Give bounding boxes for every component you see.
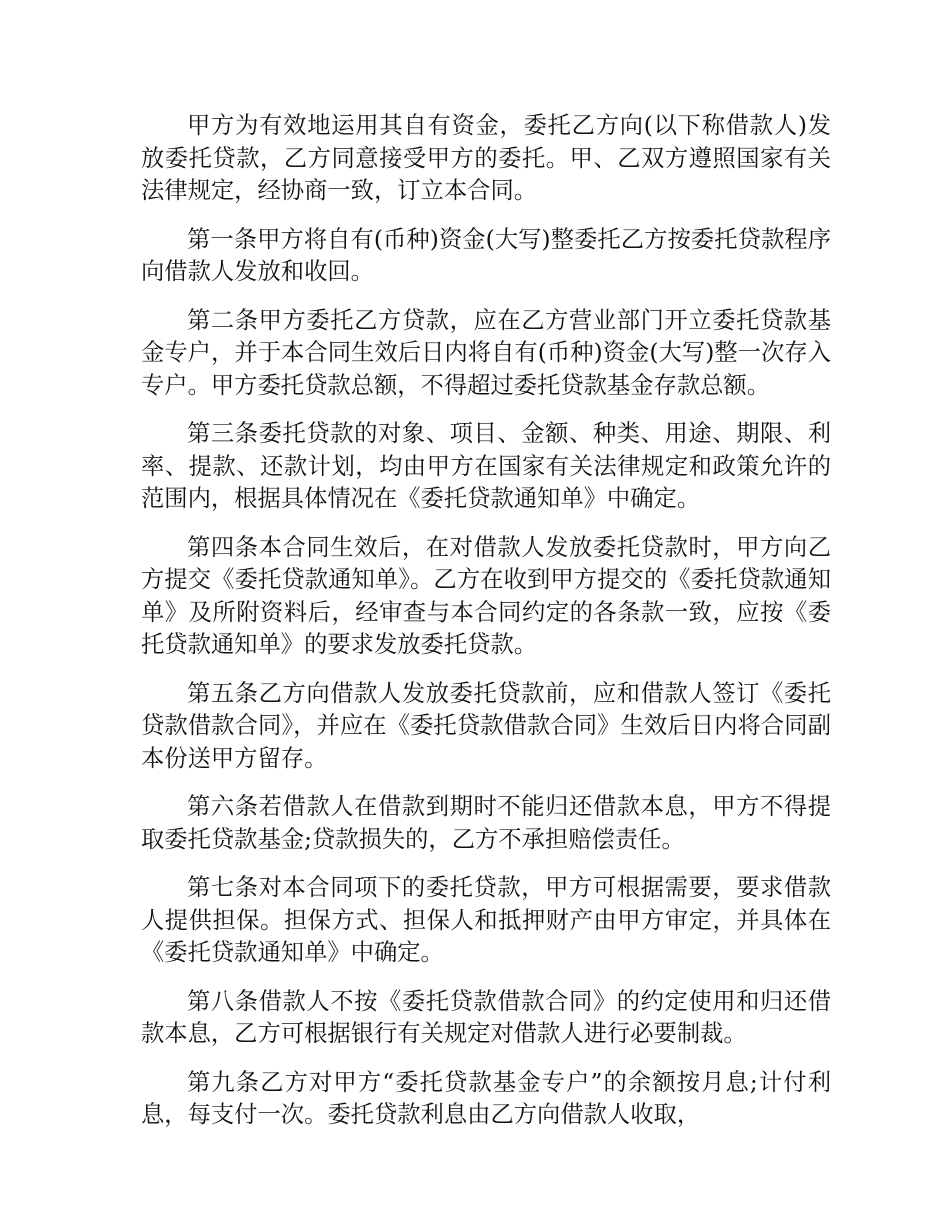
document-body	[141, 110, 831, 1148]
paragraph-article-8: 第八条借款人不按《委托贷款借款合同》的约定使用和归还借款本息，乙方可根据银行有关规定对借款人进行必要制裁。	[141, 987, 831, 1047]
paragraph-article-7: 第七条对本合同项下的委托贷款，甲方可根据需要，要求借款人提供担保。担保方式、担保人和抵押财产由甲方审定，并具体在《委托贷款通知单》中确定。	[141, 874, 831, 966]
paragraph-preamble: 甲方为有效地运用其自有资金，委托乙方向(以下称借款人)发放委托贷款，乙方同意接受甲方的委托。甲、乙双方遵照国家有关法律规定，经协商一致，订立本合同。	[141, 112, 831, 204]
paragraph-article-4: 第四条本合同生效后，在对借款人发放委托贷款时，甲方向乙方提交《委托贷款通知单》。乙方在收到甲方提交的《委托贷款通知单》及所附资料后，经审查与本合同约定的各条款一致，应按《委托贷款通知单》的要求发放委托贷款。	[141, 533, 831, 658]
paragraph-article-2: 第二条甲方委托乙方贷款，应在乙方营业部门开立委托贷款基金专户，并于本合同生效后日内将自有(币种)资金(大写)整一次存入专户。甲方委托贷款总额，不得超过委托贷款基金存款总额。	[141, 306, 831, 399]
paragraph-article-1: 第一条甲方将自有(币种)资金(大写)整委托乙方按委托贷款程序向借款人发放和收回。	[141, 225, 831, 285]
paragraph-article-3: 第三条委托贷款的对象、项目、金额、种类、用途、期限、利率、提款、还款计划，均由甲方在国家有关法律规定和政策允许的范围内，根据具体情况在《委托贷款通知单》中确定。	[141, 420, 831, 512]
paragraph-article-6: 第六条若借款人在借款到期时不能归还借款本息，甲方不得提取委托贷款基金;贷款损失的，乙方不承担赔偿责任。	[141, 793, 831, 853]
paragraph-article-5: 第五条乙方向借款人发放委托贷款前，应和借款人签订《委托贷款借款合同》，并应在《委托贷款借款合同》生效后日内将合同副本份送甲方留存。	[141, 679, 831, 772]
paragraph-article-9: 第九条乙方对甲方“委托贷款基金专户”的余额按月息;计付利息，每支付一次。委托贷款利息由乙方向借款人收取，	[141, 1068, 831, 1128]
